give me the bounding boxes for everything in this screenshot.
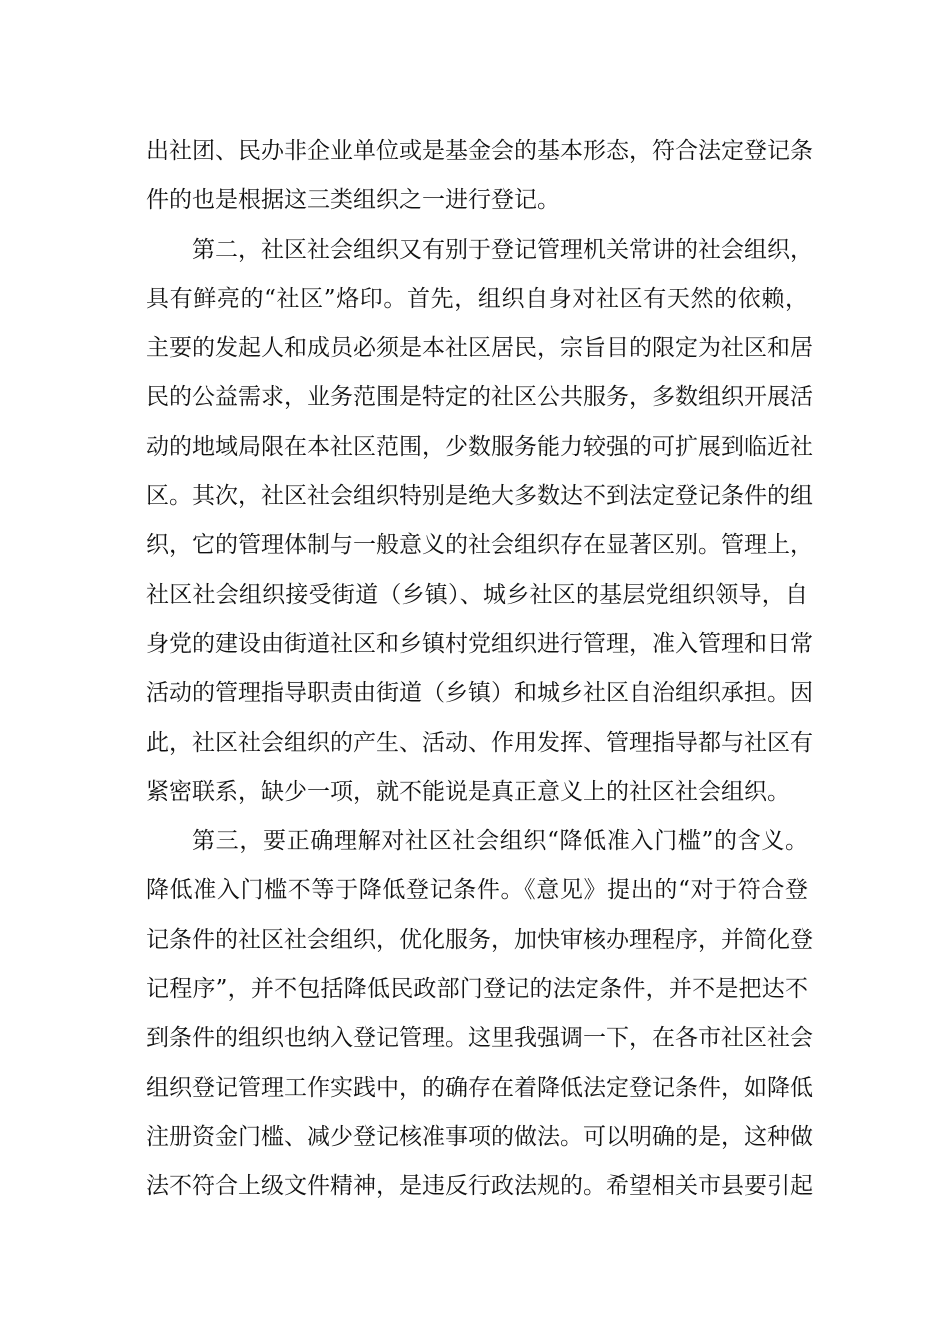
text-line: 注册资金门槛、减少登记核准事项的做法。可以明确的是，这种做 bbox=[146, 1123, 813, 1150]
text-line: 第三，要正确理解对社区社会组织“降低准入门槛”的含义。 bbox=[192, 828, 808, 855]
text-line: 民的公益需求，业务范围是特定的社区公共服务，多数组织开展活 bbox=[146, 384, 813, 411]
text-line: 法不符合上级文件精神，是违反行政法规的。希望相关市县要引起 bbox=[146, 1173, 813, 1200]
text-line: 第二，社区社会组织又有别于登记管理机关常讲的社会组织， bbox=[192, 236, 813, 263]
text-line: 此，社区社会组织的产生、活动、作用发挥、管理指导都与社区有 bbox=[146, 729, 813, 756]
text-line: 组织登记管理工作实践中，的确存在着降低法定登记条件，如降低 bbox=[146, 1074, 813, 1101]
text-line: 件的也是根据这三类组织之一进行登记。 bbox=[146, 187, 560, 214]
text-line: 记程序”，并不包括降低民政部门登记的法定条件，并不是把达不 bbox=[146, 976, 808, 1003]
text-line: 出社团、民办非企业单位或是基金会的基本形态，符合法定登记条 bbox=[146, 138, 813, 164]
text-line: 记条件的社区社会组织，优化服务，加快审核办理程序，并简化登 bbox=[146, 926, 813, 953]
text-line: 主要的发起人和成员必须是本社区居民，宗旨目的限定为社区和居 bbox=[146, 335, 813, 362]
text-line: 身党的建设由街道社区和乡镇村党组织进行管理，准入管理和日常 bbox=[146, 630, 813, 657]
text-line: 到条件的组织也纳入登记管理。这里我强调一下，在各市社区社会 bbox=[146, 1025, 813, 1052]
text-line: 动的地域局限在本社区范围，少数服务能力较强的可扩展到临近社 bbox=[146, 433, 813, 460]
text-line: 织，它的管理体制与一般意义的社会组织存在显著区别。管理上， bbox=[146, 532, 813, 559]
text-line: 降低准入门槛不等于降低登记条件。《意见》提出的“对于符合登 bbox=[146, 877, 808, 904]
text-line: 活动的管理指导职责由街道（乡镇）和城乡社区自治组织承担。因 bbox=[146, 680, 813, 707]
text-line: 社区社会组织接受街道（乡镇）、城乡社区的基层党组织领导，自 bbox=[146, 581, 808, 608]
text-line: 区。其次，社区社会组织特别是绝大多数达不到法定登记条件的组 bbox=[146, 483, 813, 510]
text-line: 紧密联系，缺少一项，就不能说是真正意义上的社区社会组织。 bbox=[146, 778, 790, 805]
text-line: 具有鲜亮的“社区”烙印。首先，组织自身对社区有天然的依赖， bbox=[146, 285, 808, 312]
document-body bbox=[146, 127, 813, 1212]
